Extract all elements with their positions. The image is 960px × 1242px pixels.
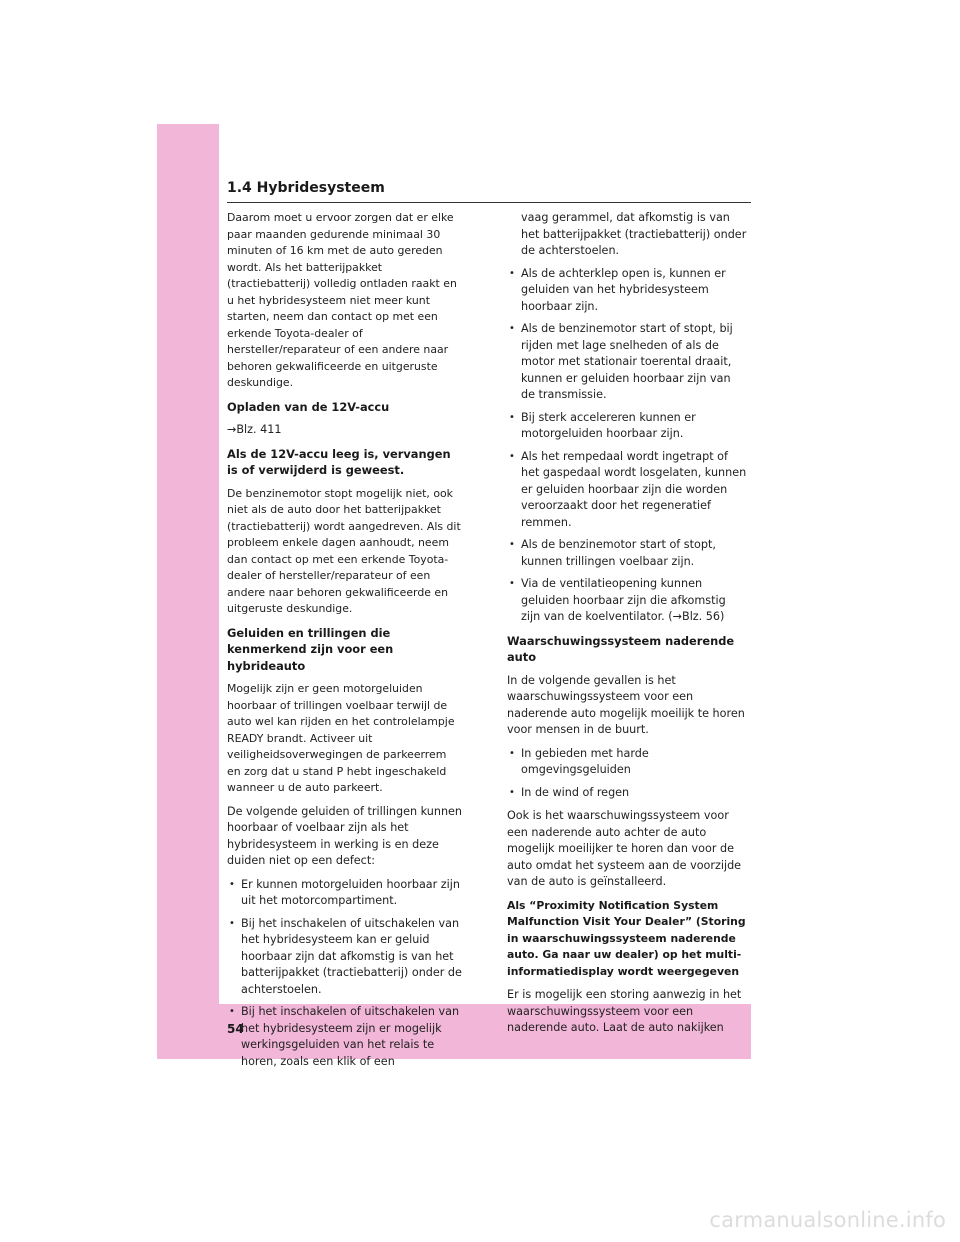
paragraph-achter-auto: Ook is het waarschuwingssysteem voor een naderende auto achter de auto mogelijk moeilijker te horen dan voor de auto omdat het systeem aan de voorzijde van de auto is geïnstalleerd. — [507, 809, 742, 888]
list-item: • Als de benzinemotor start of stopt, kunnen trillingen voelbaar zijn. — [507, 537, 747, 570]
bullet-list-conditions — [507, 746, 747, 802]
list-item: • Als de benzinemotor start of stopt, bij rijden met lage snelheden of als de motor met stationair toerental draait, kunnen er geluiden hoorbaar zijn van de transmissie. — [507, 321, 747, 404]
paragraph-storing: Er is mogelijk een storing aanwezig in het waarschuwingssysteem voor een naderende auto. Laat de auto nakijken — [507, 988, 742, 1034]
side-color-bar — [157, 124, 219, 1059]
heading-opladen: Opladen van de 12V-accu — [227, 399, 390, 414]
heading-waarschuwingssysteem: Waarschuwingssysteem naderende auto — [507, 633, 735, 664]
left-column — [227, 210, 463, 1077]
heading-accu-leeg: Als de 12V-accu leeg is, vervangen is of verwijderd is geweest. — [227, 446, 451, 477]
list-item: • Bij het inschakelen of uitschakelen van het hybridesysteem zijn er mogelijk werkingsgeluiden van het relais te horen, zoals een klik of een — [227, 1004, 463, 1070]
list-item: • Bij sterk accelereren kunnen er motorgeluiden hoorbaar zijn. — [507, 410, 747, 443]
list-item: • Bij het inschakelen of uitschakelen van het hybridesysteem kan er geluid hoorbaar zijn dat afkomstig is van het batterijpakket (tractiebatterij) onder de achterstoelen. — [227, 916, 463, 999]
list-item: • Via de ventilatieopening kunnen geluiden hoorbaar zijn die afkomstig zijn van de koelventilator. (→Blz. 56) — [507, 576, 747, 626]
right-column — [507, 210, 747, 1044]
page-reference-link[interactable]: →Blz. 411 — [227, 423, 282, 436]
paragraph-volgende: De volgende geluiden of trillingen kunnen hoorbaar of voelbaar zijn als het hybridesysteem in werking is en deze duiden niet op een defect: — [227, 804, 463, 867]
paragraph-geluiden: Mogelijk zijn er geen motorgeluiden hoorbaar of trillingen voelbaar terwijl de auto wel kan rijden en het controlelampje READY brandt. Activeer uit veiligheidsoverwegingen de parkeerrem en zorg dat u stand P hebt ingeschakeld wanneer u de auto parkeert. — [227, 682, 455, 794]
bullet-list-right — [507, 210, 747, 626]
list-item: • Als de achterklep open is, kunnen er geluiden van het hybridesysteem hoorbaar zijn. — [507, 266, 747, 316]
page-number: 54 — [227, 1022, 244, 1036]
paragraph-waarschuwingssysteem: In de volgende gevallen is het waarschuwingssysteem voor een naderende auto mogelijk moeilijk te horen voor mensen in de buurt. — [507, 673, 745, 736]
list-item: • In de wind of regen — [507, 785, 747, 802]
intro-paragraph: Daarom moet u ervoor zorgen dat er elke paar maanden gedurende minimaal 30 minuten of 16 km met de auto gereden wordt. Als het batterijpakket (tractiebatterij) volledig ontladen raakt en u het hybridesysteem niet meer kunt starten, neem dan contact op met een erkende Toyota-dealer of hersteller/reparateur of een andere naar behoren gekwalificeerde en uitgeruste deskundige. — [227, 211, 457, 389]
section-title: 1.4 Hybridesysteem — [227, 180, 751, 203]
list-item-continued: vaag gerammel, dat afkomstig is van het batterijpakket (tractiebatterij) onder de achterstoelen. — [521, 211, 747, 257]
watermark-text: carmanualsonline.info — [709, 1208, 946, 1232]
heading-proximity-malfunction: Als “Proximity Notification System Malfunction Visit Your Dealer” (Storing in waarschuwingssysteem naderende auto. Ga naar uw dealer) op het multi-informatiedisplay wordt weergegeven — [507, 898, 746, 978]
list-item: • In gebieden met harde omgevingsgeluiden — [507, 746, 747, 779]
bullet-list-left — [227, 877, 463, 1071]
heading-geluiden: Geluiden en trillingen die kenmerkend zijn voor een hybrideauto — [227, 625, 394, 673]
list-item: • Als het rempedaal wordt ingetrapt of het gaspedaal wordt losgelaten, kunnen er geluiden hoorbaar zijn die worden veroorzaakt door het regeneratief remmen. — [507, 449, 747, 532]
list-item: • Er kunnen motorgeluiden hoorbaar zijn uit het motorcompartiment. — [227, 877, 463, 910]
paragraph-accu-leeg: De benzinemotor stopt mogelijk niet, ook niet als de auto door het batterijpakket (tractiebatterij) wordt aangedreven. Als dit probleem enkele dagen aanhoudt, neem dan contact op met een erkende Toyota-dealer of hersteller/reparateur of een andere naar behoren gekwalificeerde en uitgeruste deskundige. — [227, 486, 461, 615]
manual-page — [157, 124, 751, 1068]
